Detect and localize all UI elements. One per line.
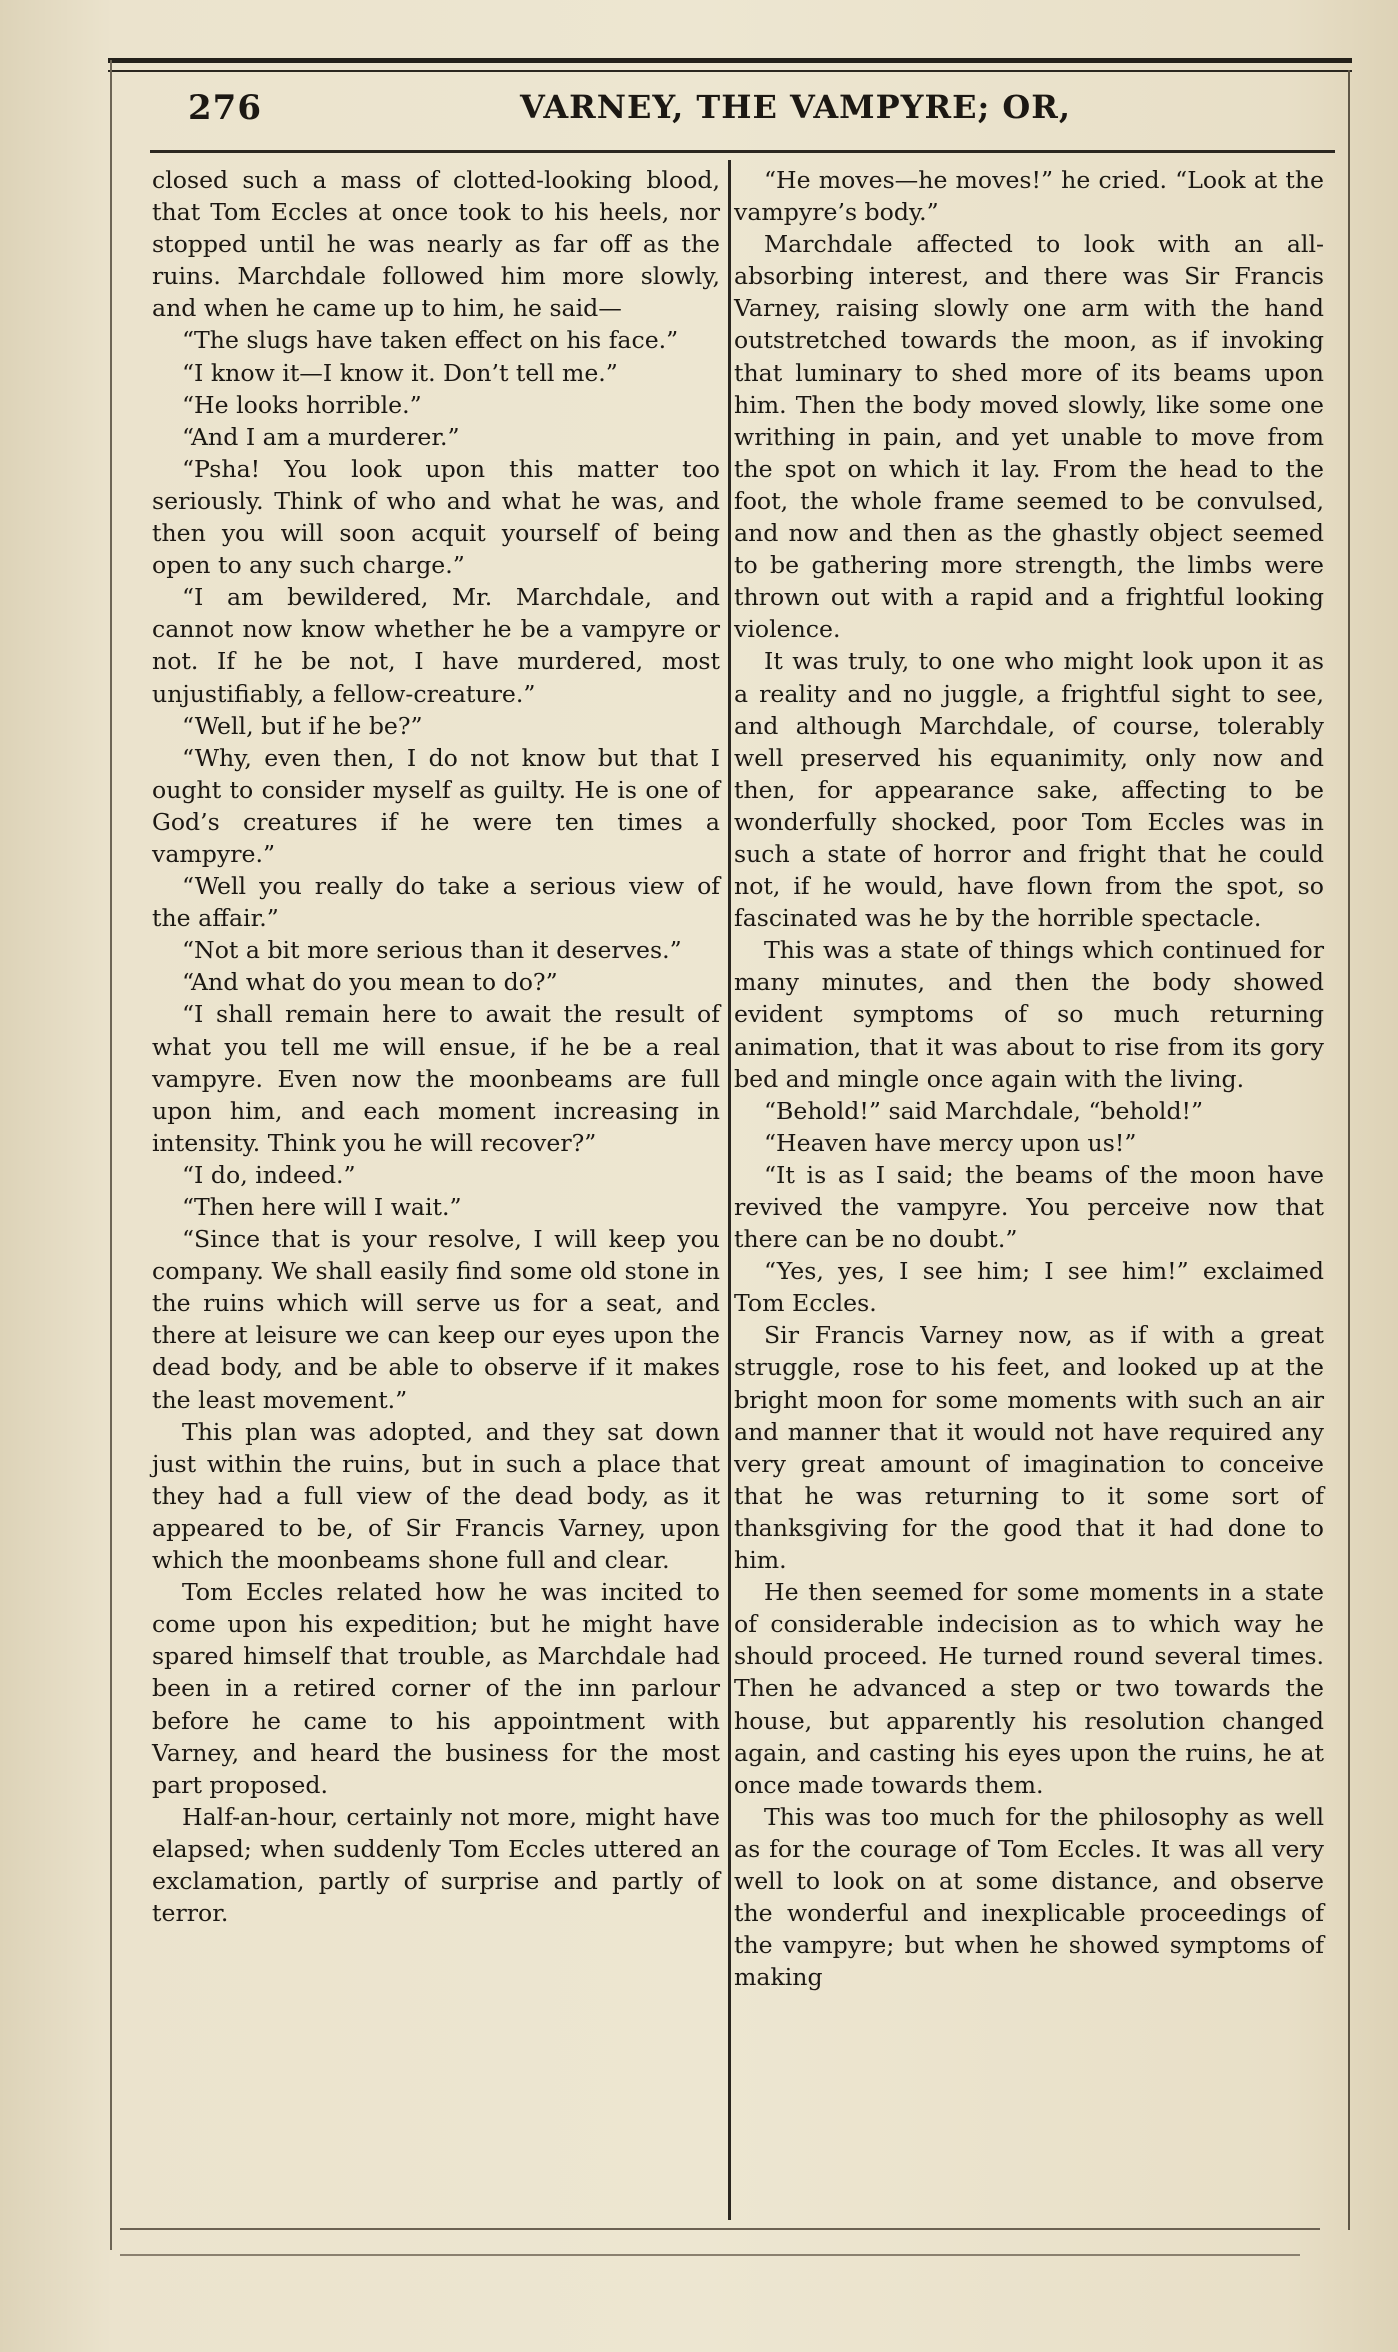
right-border-line (1348, 70, 1350, 2230)
bottom-rule-thin (120, 2254, 1300, 2256)
paragraph: “I do, indeed.” (182, 1160, 356, 1189)
paragraph: “Behold!” said Marchdale, “behold!” (764, 1096, 1204, 1125)
paragraph: “Not a bit more serious than it deserves.” (182, 936, 682, 965)
paragraph: Marchdale affected to look with an all-absorbing interest, and there was Sir Francis Varney, raising slowly one arm with the hand outstretched towards the moon, as if invoking that luminary to shed more of its beams upon him. Then the body moved slowly, like some one writhing in pain, and yet unable to move from the spot on which it lay. From the head to the foot, the whole frame seemed to be convulsed, and now and then as the ghastly object seemed to be gathering more strength, the limbs were thrown out with a rapid and a frightful looking violence. (734, 230, 1324, 644)
paragraph: “I shall remain here to await the result of what you tell me will ensue, if he be a real vampyre. Even now the moonbeams are full upon him, and each moment increasing in intensity. Think you he will recover?” (152, 1000, 720, 1157)
top-rule (108, 58, 1352, 63)
paragraph: It was truly, to one who might look upon it as a reality and no juggle, a frightful sight to see, and although Marchdale, of course, tolerably well preserved his equanimity, only now and then, for appearance sake, affecting to be wonderfully shocked, poor Tom Eccles was in such a state of horror and fright that he could not, if he would, have flown from the spot, so fascinated was he by the horrible spectacle. (734, 647, 1324, 933)
bottom-rule (120, 2228, 1320, 2230)
right-text-column (734, 164, 1324, 1993)
paragraph: Tom Eccles related how he was incited to come upon his expedition; but he might have spared himself that trouble, as Marchdale had been in a retired corner of the inn parlour before he came to his appointment with Varney, and heard the business for the most part proposed. (152, 1578, 720, 1799)
top-rule-thin (108, 70, 1352, 72)
column-divider (728, 160, 731, 2220)
paragraph: This was a state of things which continued for many minutes, and then the body showed evident symptoms of so much returning animation, that it was about to rise from its gory bed and mingle once again with the living. (734, 936, 1324, 1093)
paragraph: “He moves—he moves!” he cried. “Look at the vampyre’s body.” (734, 166, 1324, 227)
page-number: 276 (188, 88, 262, 128)
paragraph: “Well, but if he be?” (182, 711, 423, 740)
paragraph: “And I am a murderer.” (182, 422, 460, 451)
paragraph: “Why, even then, I do not know but that I ought to consider myself as guilty. He is one of God’s creatures if he were ten times a vampyre.” (152, 743, 720, 868)
paragraph: “And what do you mean to do?” (182, 968, 558, 997)
paragraph: “I am bewildered, Mr. Marchdale, and cannot now know whether he be a vampyre or not. If he be not, I have murdered, most unjustifiably, a fellow-creature.” (152, 583, 720, 708)
paragraph: “Heaven have mercy upon us!” (764, 1128, 1137, 1157)
paragraph: “Psha! You look upon this matter too seriously. Think of who and what he was, and then you will soon acquit yourself of being open to any such charge.” (152, 454, 720, 580)
paragraph: “I know it—I know it. Don’t tell me.” (182, 358, 618, 387)
paragraph: closed such a mass of clotted-looking blood, that Tom Eccles at once took to his heels, nor stopped until he was nearly as far off as the ruins. Marchdale followed him more slowly, and when he came up to him, he said— (152, 166, 720, 323)
left-border-line (110, 60, 112, 2250)
paragraph: This was too much for the philosophy as well as for the courage of Tom Eccles. It was all very well to look on at some distance, and observe the wonderful and inexplicable proceedings of the vampyre; but when he showed symptoms of making (734, 1802, 1324, 1992)
paragraph: “Then here will I wait.” (182, 1193, 462, 1221)
paragraph: This plan was adopted, and they sat down just within the ruins, but in such a place that they had a full view of the dead body, as it appeared to be, of Sir Francis Varney, upon which the moonbeams shone full and clear. (152, 1417, 720, 1575)
running-title: VARNEY, THE VAMPYRE; OR, (520, 88, 1072, 126)
paragraph: Half-an-hour, certainly not more, might have elapsed; when suddenly Tom Eccles uttered an exclamation, partly of surprise and partly of terror. (152, 1802, 720, 1928)
paragraph: Sir Francis Varney now, as if with a great struggle, rose to his feet, and looked up at the bright moon for some moments with such an air and manner that it would not have required any very great amount of imagination to conceive that he was returning to it some sort of thanksgiving for the good that it had done to him. (734, 1321, 1324, 1575)
paragraph: “It is as I said; the beams of the moon have revived the vampyre. You perceive now that there can be no doubt.” (734, 1160, 1324, 1254)
paragraph: He then seemed for some moments in a state of considerable indecision as to which way he should proceed. He turned round several times. Then he advanced a step or two towards the house, but apparently his resolution changed again, and casting his eyes upon the ruins, he at once made towards them. (734, 1578, 1324, 1799)
paragraph: “He looks horrible.” (182, 390, 422, 419)
paragraph: “The slugs have taken effect on his face.” (182, 326, 679, 355)
paragraph: “Well you really do take a serious view of the affair.” (152, 872, 720, 933)
page-header (150, 88, 1330, 138)
header-rule (150, 150, 1335, 153)
left-text-column (152, 164, 720, 1929)
paragraph: “Yes, yes, I see him; I see him!” exclaimed Tom Eccles. (734, 1257, 1324, 1318)
paragraph: “Since that is your resolve, I will keep you company. We shall easily find some old stone in the ruins which will serve us for a seat, and there at leisure we can keep our eyes upon the dead body, and be able to observe if it makes the least movement.” (152, 1225, 720, 1414)
